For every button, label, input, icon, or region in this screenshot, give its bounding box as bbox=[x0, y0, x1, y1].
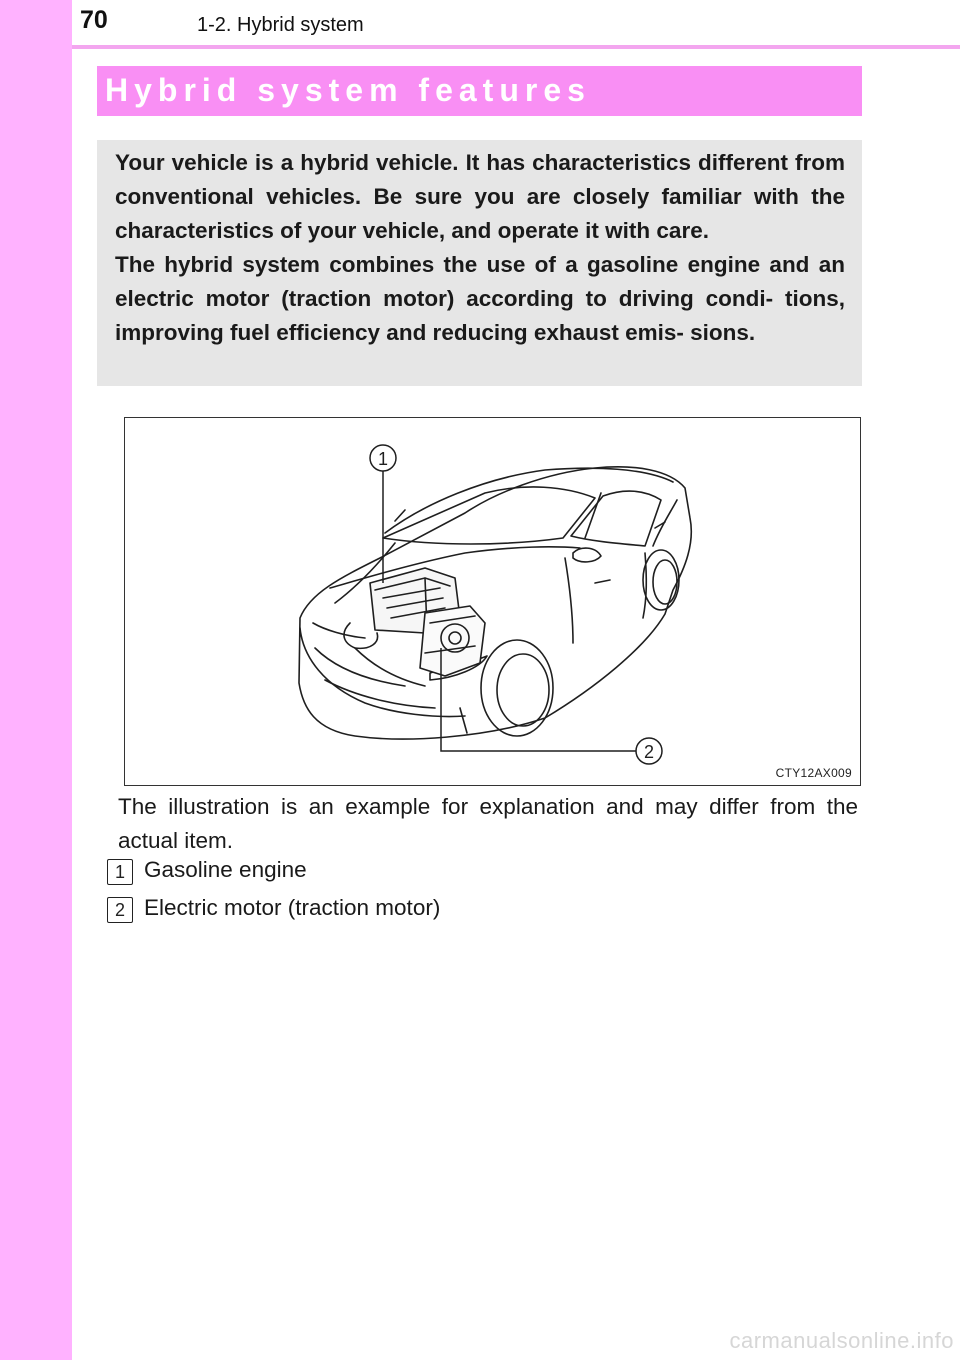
intro-box bbox=[97, 140, 862, 386]
page-number: 70 bbox=[80, 6, 108, 34]
watermark: carmanualsonline.info bbox=[729, 1328, 954, 1353]
figure-caption: The illustration is an example for explanation and may differ from the actual item. bbox=[118, 794, 858, 853]
figure-code: CTY12AX009 bbox=[775, 766, 852, 780]
illustration-frame bbox=[124, 417, 861, 786]
legend-label-2: Electric motor (traction motor) bbox=[144, 895, 441, 920]
page-title: Hybrid system features bbox=[105, 72, 591, 108]
section-title-bar bbox=[97, 66, 862, 116]
header-rule bbox=[72, 45, 960, 49]
car-illustration bbox=[125, 418, 862, 787]
side-margin-band bbox=[0, 0, 72, 1360]
intro-paragraph-1: Your vehicle is a hybrid vehicle. It has characteristics different from conventional vehicles. Be sure you are closely familiar with the characteristics of your vehicle, and operate it with care. bbox=[115, 150, 845, 243]
callout-2-number: 2 bbox=[643, 742, 655, 762]
section-label: 1-2. Hybrid system bbox=[197, 14, 364, 36]
intro-paragraph-2: The hybrid system combines the use of a gasoline engine and an electric motor (traction motor) according to driving condi- tions, improving fuel efficiency and reducing exhaust emis- sions. bbox=[115, 252, 845, 345]
callout-1-number: 1 bbox=[377, 449, 389, 469]
legend-number-1: 1 bbox=[107, 859, 133, 885]
legend-number-2: 2 bbox=[107, 897, 133, 923]
legend-label-1: Gasoline engine bbox=[144, 857, 307, 882]
